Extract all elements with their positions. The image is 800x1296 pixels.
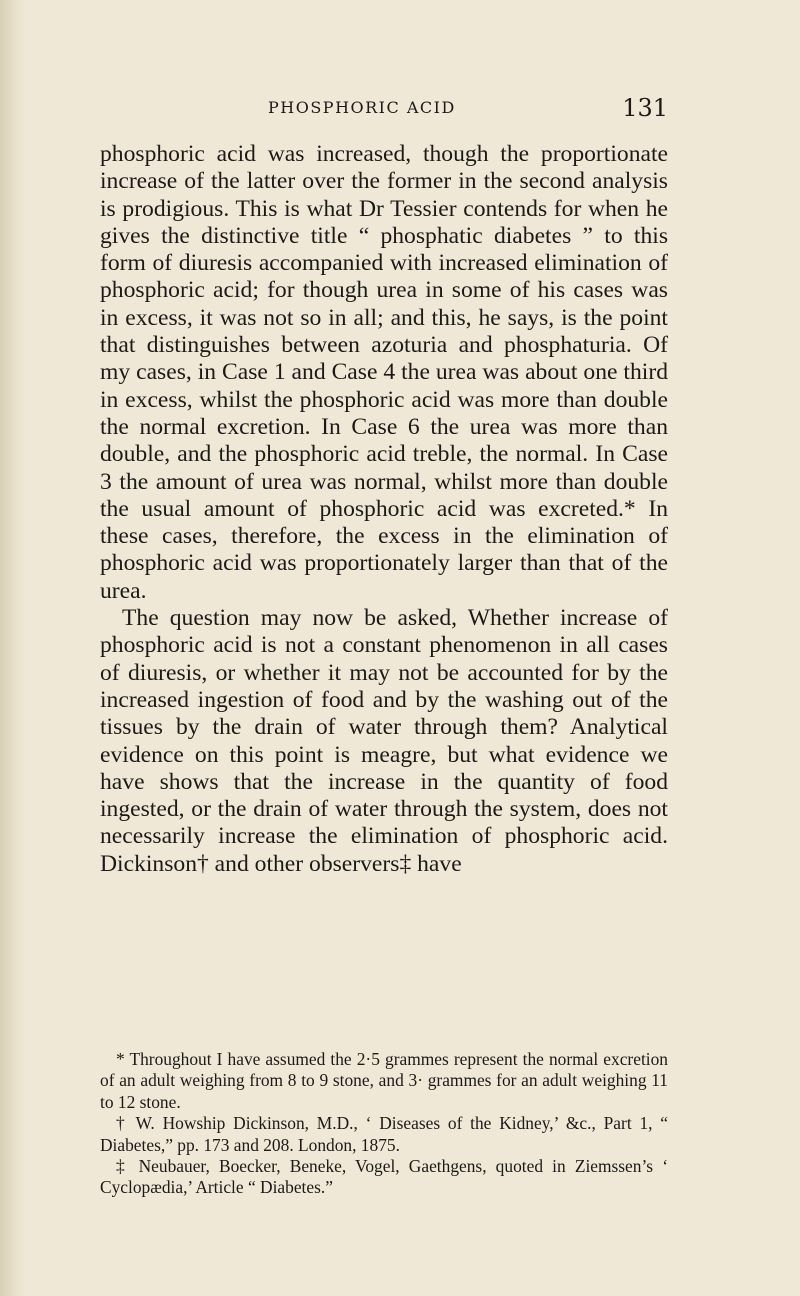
footnote-asterisk: * Throughout I have assumed the 2·5 grammes represent the normal excretion of an adult weighing from 8 to 9 stone, and 3· grammes for an adult weighing 11 to 12 stone. <box>100 1049 668 1112</box>
paragraph: The question may now be asked, Whether increase of phosphoric acid is not a constant phenomenon in all cases of diuresis, or whether it may not be accounted for by the increased ingestion of food and by the washing out of the tissues by the drain of water through them? Analytical evidence on this point is meagre, but what evidence we have shows that the increase in the quantity of food ingested, or the drain of water through the system, does not necessarily increase the elimination of phosphoric acid. Dickinson† and other observers‡ have <box>100 605 668 877</box>
page-edge-shadow <box>0 0 26 1296</box>
page-number: 131 <box>622 94 668 122</box>
footnotes <box>100 1049 668 1199</box>
body-text <box>100 141 668 878</box>
footnote-dagger: † W. Howship Dickinson, M.D., ‘ Diseases of the Kidney,’ &c., Part 1, “ Diabetes,” pp. 173 and 208. London, 1875. <box>100 1113 668 1155</box>
footnote-double-dagger: ‡ Neubauer, Boecker, Beneke, Vogel, Gaethgens, quoted in Ziemssen’s ‘ Cyclopædia,’ Article “ Diabetes.” <box>100 1156 668 1198</box>
paragraph-continued: phosphoric acid was increased, though the proportionate increase of the latter over the former in the second analysis is prodigious. This is what Dr Tessier contends for when he gives the distinctive title “ phosphatic diabetes ” to this form of diuresis accompanied with increased elimination of phosphoric acid; for though urea in some of his cases was in excess, it was not so in all; and this, he says, is the point that distinguishes between azoturia and phosphaturia. Of my cases, in Case 1 and Case 4 the urea was about one third in excess, whilst the phosphoric acid was more than double the normal excretion. In Case 6 the urea was more than double, and the phosphoric acid treble, the normal. In Case 3 the amount of urea was normal, whilst more than double the usual amount of phosphoric acid was excreted.* In these cases, therefore, the excess in the elimination of phosphoric acid was proportionately larger than that of the urea. <box>100 141 668 604</box>
running-title: PHOSPHORIC ACID <box>268 98 456 117</box>
page-header <box>268 94 668 124</box>
